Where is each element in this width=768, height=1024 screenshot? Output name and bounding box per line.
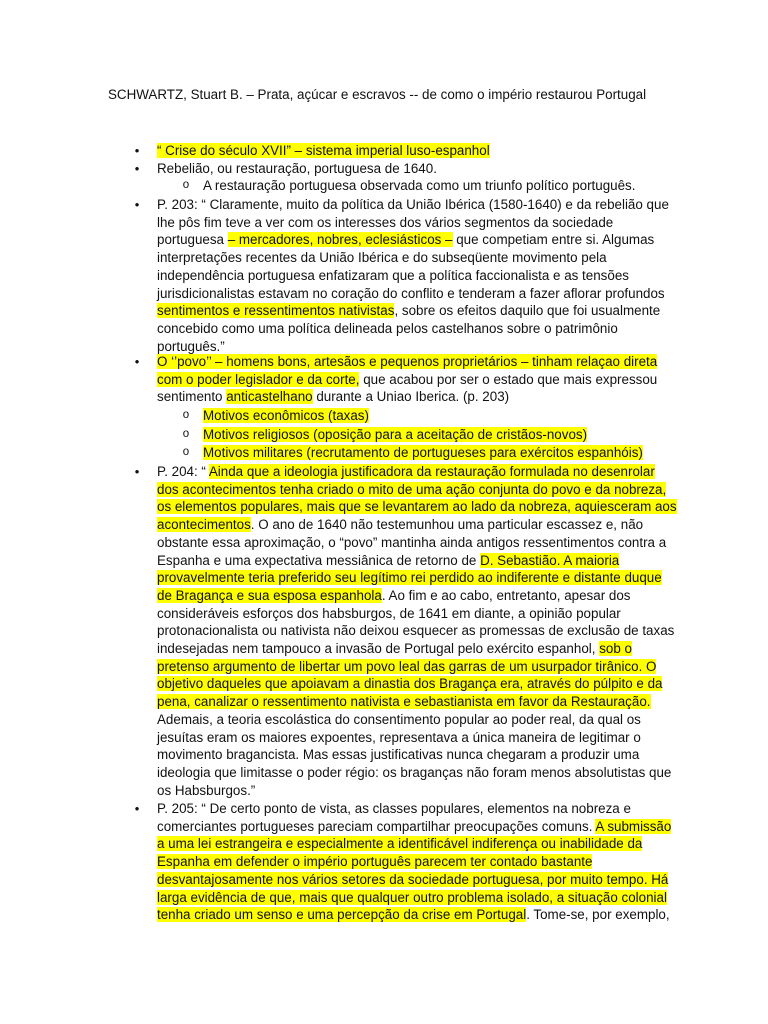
text-segment: comerciantes portugueses pareciam compartilhar preocupações comuns. xyxy=(157,818,596,834)
text-segment: consideráveis esforços dos habsburgos, de 1641 em diante, a opinião popular xyxy=(157,605,621,621)
text-line xyxy=(157,835,657,853)
text-segment: movimento bragancista. Mas essas justificativas nunca chegaram a produzir uma xyxy=(157,747,640,763)
text-line xyxy=(157,782,657,800)
text-line xyxy=(157,587,657,605)
bullet-marker: • xyxy=(134,197,140,212)
text-line xyxy=(157,693,657,711)
sub-list-item xyxy=(182,444,663,462)
text-segment: P. 204: “ xyxy=(157,464,209,479)
text-segment: P. 203: “ Claramente, muito da política da União Ibérica (1580-1640) e da rebelião que xyxy=(157,197,669,212)
text-line xyxy=(157,320,657,338)
text-line xyxy=(157,196,669,214)
text-segment: ideologia que limitasse o poder régio: os braganças não foram menos absolutistas que xyxy=(157,764,672,780)
highlighted-text: sob o xyxy=(599,641,632,657)
text-segment: os Habsburgos.” xyxy=(157,782,256,798)
text-segment: português.” xyxy=(157,338,225,354)
text-line xyxy=(157,267,657,285)
bullet-marker: • xyxy=(134,143,140,158)
text-line xyxy=(157,569,662,587)
document-title: SCHWARTZ, Stuart B. – Prata, açúcar e escravos -- de como o império restaurou Portugal xyxy=(108,87,647,102)
text-line xyxy=(157,906,670,924)
highlighted-text: larga evidência de que, mais que qualquer outro problema isolado, a situação colonial xyxy=(157,889,667,905)
text-segment: interpretações recentes da União Ibérica e do subseqüente movimento pela xyxy=(157,250,607,266)
text-line xyxy=(157,658,657,676)
highlighted-text: com o poder legislador e da corte, xyxy=(157,371,360,387)
text-line xyxy=(203,444,663,462)
text-line xyxy=(157,764,672,782)
highlighted-text: Motivos religiosos (oposição para a aceitação de cristãos-novos) xyxy=(203,427,588,442)
highlighted-text: Espanha em defender o império português parecem ter contado bastante xyxy=(157,854,593,870)
text-line xyxy=(157,142,657,160)
text-segment: Espanha e uma expectativa messiânica de retorno de xyxy=(157,552,481,568)
highlighted-text: pretenso argumento de libertar um povo leal das garras de um usurpador tirânico. O xyxy=(157,658,657,674)
sub-list-item xyxy=(182,407,663,425)
highlighted-text: de Bragança e sua esposa espanhola xyxy=(157,587,382,603)
highlighted-text: tenha criado um senso e uma percepção da crise em Portugal xyxy=(157,907,527,923)
text-line xyxy=(157,711,657,729)
text-line xyxy=(157,160,657,178)
highlighted-text: O ‘’povo’’ – homens bons, artesãos e pequenos proprietários – tinham relaçao direta xyxy=(157,354,658,369)
text-line xyxy=(157,622,675,640)
highlighted-text: sentimentos e ressentimentos nativistas xyxy=(157,303,395,319)
text-segment: que competiam entre si. Algumas xyxy=(452,232,655,248)
text-line xyxy=(157,675,663,693)
text-segment: que acabou por ser o estado que mais expressou xyxy=(359,371,658,387)
text-segment: sentimento xyxy=(157,389,227,405)
text-line xyxy=(203,177,663,195)
sub-list-item xyxy=(182,426,663,444)
text-segment: indesejadas nem tampouco a invasão de Portugal pelo exército espanhol, xyxy=(157,641,600,657)
highlighted-text: desvantajosamente nos vários setores da sociedade portuguesa, por muito tempo. Há xyxy=(157,871,669,887)
text-line xyxy=(157,285,665,303)
highlighted-text: dos acontecimentos tenha criado o mito de uma ação conjunta do povo e da nobreza, xyxy=(157,481,667,497)
highlighted-text: Ainda que a ideologia justificadora da restauração formulada no desenrolar xyxy=(208,464,655,479)
text-segment: jesuítas eram os maiores expoentes, representava a única maneira de legitimar o xyxy=(157,729,641,745)
text-segment: , sobre os efeitos daquilo que foi usualmente xyxy=(394,303,661,319)
highlighted-text: a uma lei estrangeira e especialmente a identificável indiferença ou inabilidade da xyxy=(157,836,643,852)
text-line xyxy=(157,302,661,320)
sub-bullet-marker: o xyxy=(182,446,190,458)
text-line xyxy=(157,729,657,747)
sub-bullet-marker: o xyxy=(182,179,190,191)
list-item xyxy=(134,142,657,160)
highlighted-text: Motivos econômicos (taxas) xyxy=(203,408,369,423)
text-line xyxy=(157,552,657,570)
text-line xyxy=(157,463,657,481)
text-line xyxy=(157,746,657,764)
bullet-marker: • xyxy=(134,801,140,816)
text-line xyxy=(157,871,669,889)
text-line xyxy=(157,214,657,232)
text-line xyxy=(157,371,657,389)
text-line xyxy=(203,407,663,425)
sub-bullet-marker: o xyxy=(182,409,190,421)
text-line xyxy=(157,818,672,836)
text-line xyxy=(157,534,667,552)
highlighted-text: pena, canalizar o ressentimento nativista e sebastianista em favor da Restauração. xyxy=(157,694,651,710)
text-segment: Ademais, a teoria escolástica do consentimento popular ao poder real, da qual os xyxy=(157,711,641,727)
text-segment: lhe pôs fim teve a ver com os interesses dos vários segmentos da sociedade xyxy=(157,214,614,230)
text-line xyxy=(157,853,657,871)
highlighted-text: “ Crise do século XVII” – sistema imperial luso-espanhol xyxy=(157,143,490,158)
list-item xyxy=(134,196,669,355)
text-line xyxy=(157,605,657,623)
highlighted-text: – mercadores, nobres, eclesiásticos – xyxy=(227,232,453,248)
text-segment: A restauração portuguesa observada como um triunfo político português. xyxy=(203,178,636,193)
highlighted-text: D. Sebastião. A maioria xyxy=(480,552,620,568)
text-segment: . O ano de 1640 não testemunhou uma particular escassez e, não xyxy=(250,517,644,533)
text-segment: Rebelião, ou restauração, portuguesa de 1640. xyxy=(157,161,437,176)
text-line xyxy=(203,426,663,444)
highlighted-text: Motivos militares (recrutamento de portugueses para exércitos espanhóis) xyxy=(203,445,643,460)
highlighted-text: acontecimentos xyxy=(157,517,251,533)
list-item xyxy=(134,353,658,406)
text-line xyxy=(157,516,657,534)
text-segment: protonacionalista ou nativista não deixou esquecer as promessas de exclusão de taxas xyxy=(157,623,675,639)
text-line xyxy=(157,353,657,371)
sub-bullet-marker: o xyxy=(182,428,190,440)
list-item xyxy=(134,160,657,178)
bullet-marker: • xyxy=(134,161,140,176)
text-segment: portuguesa xyxy=(157,232,228,248)
text-line xyxy=(157,388,657,406)
text-segment: obstante essa aproximação, o “povo” mantinha ainda antigos ressentimentos contra a xyxy=(157,534,667,550)
text-line xyxy=(157,249,657,267)
text-line xyxy=(157,800,657,818)
text-segment: P. 205: “ De certo ponto de vista, as classes populares, elementos na nobreza e xyxy=(157,801,631,816)
text-segment: independência portuguesa enfatizaram que a política faccionalista e as tensões xyxy=(157,267,629,283)
text-line xyxy=(157,481,667,499)
text-line xyxy=(157,231,657,249)
bullet-marker: • xyxy=(134,464,140,479)
highlighted-text: objetivo daqueles que apoiavam a dinastia dos Bragança era, através do púlpito e da xyxy=(157,676,663,692)
text-line xyxy=(157,640,657,658)
text-segment: concebido como uma política delineada pelos castelhanos sobre o patrimônio xyxy=(157,320,618,336)
bullet-marker: • xyxy=(134,354,140,369)
highlighted-text: os elementos populares, mais que se levantarem ao lado da nobreza, aquiesceram aos xyxy=(157,499,677,515)
text-line xyxy=(157,498,677,516)
highlighted-text: provavelmente teria preferido seu legítimo rei perdido ao indiferente e distante duque xyxy=(157,570,662,586)
highlighted-text: anticastelhano xyxy=(226,389,313,405)
sub-list-item xyxy=(182,177,663,195)
text-line xyxy=(157,889,667,907)
list-item xyxy=(134,463,677,799)
list-item xyxy=(134,800,672,924)
text-segment: jurisdicionalistas estavam no coração do conflito e tenderam a fazer aflorar profundos xyxy=(157,285,665,301)
text-segment: . Ao fim e ao cabo, entretanto, apesar dos xyxy=(381,587,631,603)
text-segment: durante a Uniao Iberica. (p. 203) xyxy=(312,389,510,405)
text-segment: . Tome-se, por exemplo, xyxy=(526,907,670,923)
highlighted-text: A submissão xyxy=(595,818,672,834)
